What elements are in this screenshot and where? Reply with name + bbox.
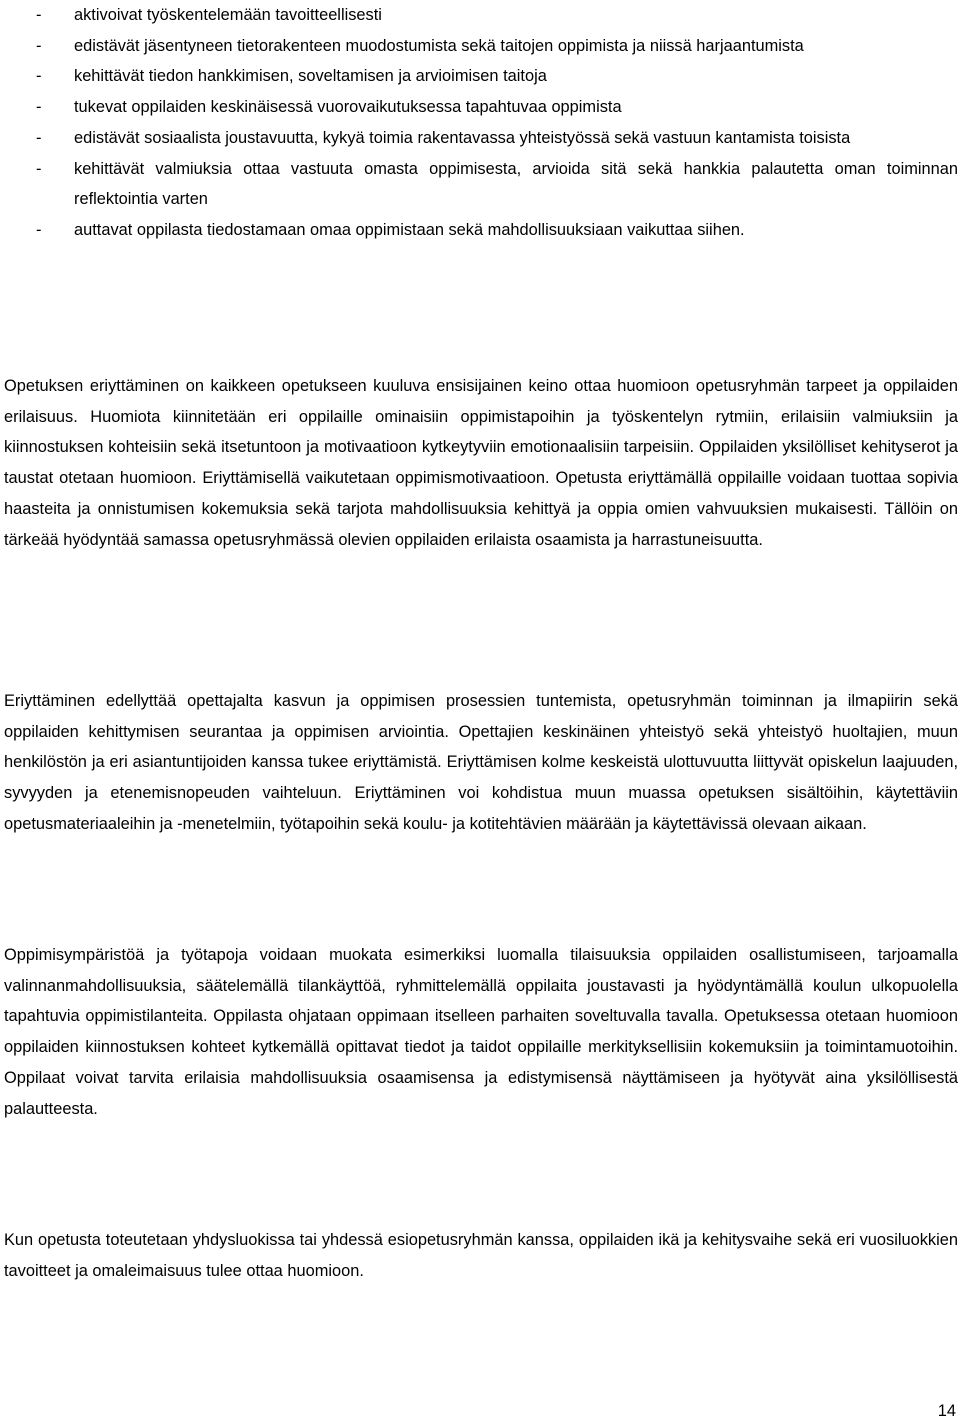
list-item-text: auttavat oppilasta tiedostamaan omaa oppimistaan sekä mahdollisuuksiaan vaikuttaa siihen.: [74, 220, 745, 239]
paragraph-combined-classes: Kun opetusta toteutetaan yhdysluokissa tai yhdessä esiopetusryhmän kanssa, oppilaiden ikä ja kehitysvaihe sekä eri vuosiluokkien tavoitteet ja omaleimaisuus tulee ottaa huomioon.: [4, 1231, 958, 1280]
bullet-dash: -: [36, 220, 42, 239]
list-item: [4, 123, 958, 154]
paragraph-requirements: Eriyttäminen edellyttää opettajalta kasvun ja oppimisen prosessien tuntemista, opetusryhmän toiminnan ja ilmapiirin sekä oppilaiden kehittymisen seurantaa ja oppimisen arviointia. Opettajien keskinäinen yhteistyö sekä yhteistyö huoltajien, muun henkilöstön ja eri asiantuntijoiden kanssa tukee eriyttämistä. Eriyttämisen kolme keskeistä ulottuvuutta liittyvät opiskelun laajuuden, syvyyden ja etenemisnopeuden vaihteluun. Eriyttäminen voi kohdistua muun muassa opetuksen sisältöihin, käytettäviin opetusmateriaaleihin ja -menetelmiin, työtapoihin sekä koulu- ja kotitehtävien määrään ja käytettävissä olevaan aikaan.: [4, 692, 958, 833]
bullet-dash: -: [36, 98, 42, 117]
page-number: 14: [937, 1402, 956, 1420]
list-item-text: edistävät sosiaalista joustavuutta, kykyä toimia rakentavassa yhteistyössä sekä vastuun kantamista toisista: [74, 128, 851, 147]
list-item-text: tukevat oppilaiden keskinäisessä vuorovaikutuksessa tapahtuvaa oppimista: [74, 98, 622, 117]
list-item-text: aktivoivat työskentelemään tavoitteellisesti: [74, 6, 382, 24]
list-item: [4, 61, 958, 92]
list-item: [4, 31, 958, 62]
list-item-text: kehittävät valmiuksia ottaa vastuuta omasta oppimisesta, arvioida sitä sekä hankkia palautetta oman toiminnan reflektointia varten: [74, 159, 958, 209]
bullet-list: [4, 0, 958, 246]
list-item: [4, 154, 958, 215]
bullet-dash: -: [36, 159, 42, 178]
bullet-dash: -: [36, 6, 42, 24]
bullet-dash: -: [36, 128, 42, 147]
bullet-dash: -: [36, 67, 42, 86]
list-item: [4, 215, 958, 246]
list-item: [4, 92, 958, 123]
list-item: [4, 0, 958, 31]
paragraph-differentiation: Opetuksen eriyttäminen on kaikkeen opetukseen kuuluva ensisijainen keino ottaa huomioon opetusryhmän tarpeet ja oppilaiden erilaisuus. Huomiota kiinnitetään eri oppilaille ominaisiin oppimistapoihin ja työskentelyn rytmiin, erilaisiin valmiuksiin ja kiinnostuksen kohteisiin sekä itsetuntoon ja motivaatioon kytkeytyviin emotionaalisiin tarpeisiin. Oppilaiden yksilölliset kehityserot ja taustat otetaan huomioon. Eriyttämisellä vaikutetaan oppimismotivaatioon. Opetusta eriyttämällä oppilaille voidaan tuottaa sopivia haasteita ja onnistumisen kokemuksia sekä tarjota mahdollisuuksia kehittyä ja oppia omien vahvuuksien mukaisesti. Tällöin on tärkeää hyödyntää samassa opetusryhmässä olevien oppilaiden erilaista osaamista ja harrastuneisuutta.: [4, 377, 958, 549]
paragraph-learning-environment: Oppimisympäristöä ja työtapoja voidaan muokata esimerkiksi luomalla tilaisuuksia oppilaiden osallistumiseen, tarjoamalla valinnanmahdollisuuksia, säätelemällä tilankäyttöä, ryhmittelemällä oppilaita joustavasti ja hyödyntämällä koulun ulkopuolella tapahtuvia oppimistilanteita. Oppilasta ohjataan oppimaan itselleen parhaiten soveltuvalla tavalla. Opetuksessa otetaan huomioon oppilaiden kiinnostuksen kohteet kytkemällä opittavat tiedot ja taidot oppilaille merkityksellisiin kokemuksiin ja toimintamuotoihin. Oppilaat voivat tarvita erilaisia mahdollisuuksia osaamisensa ja edistymisensä näyttämiseen ja hyötyvät aina yksilöllisestä palautteesta.: [4, 946, 958, 1118]
bullet-dash: -: [36, 36, 42, 55]
list-item-text: kehittävät tiedon hankkimisen, soveltamisen ja arvioimisen taitoja: [74, 67, 547, 86]
list-item-text: edistävät jäsentyneen tietorakenteen muodostumista sekä taitojen oppimista ja niissä harjaantumista: [74, 36, 804, 55]
